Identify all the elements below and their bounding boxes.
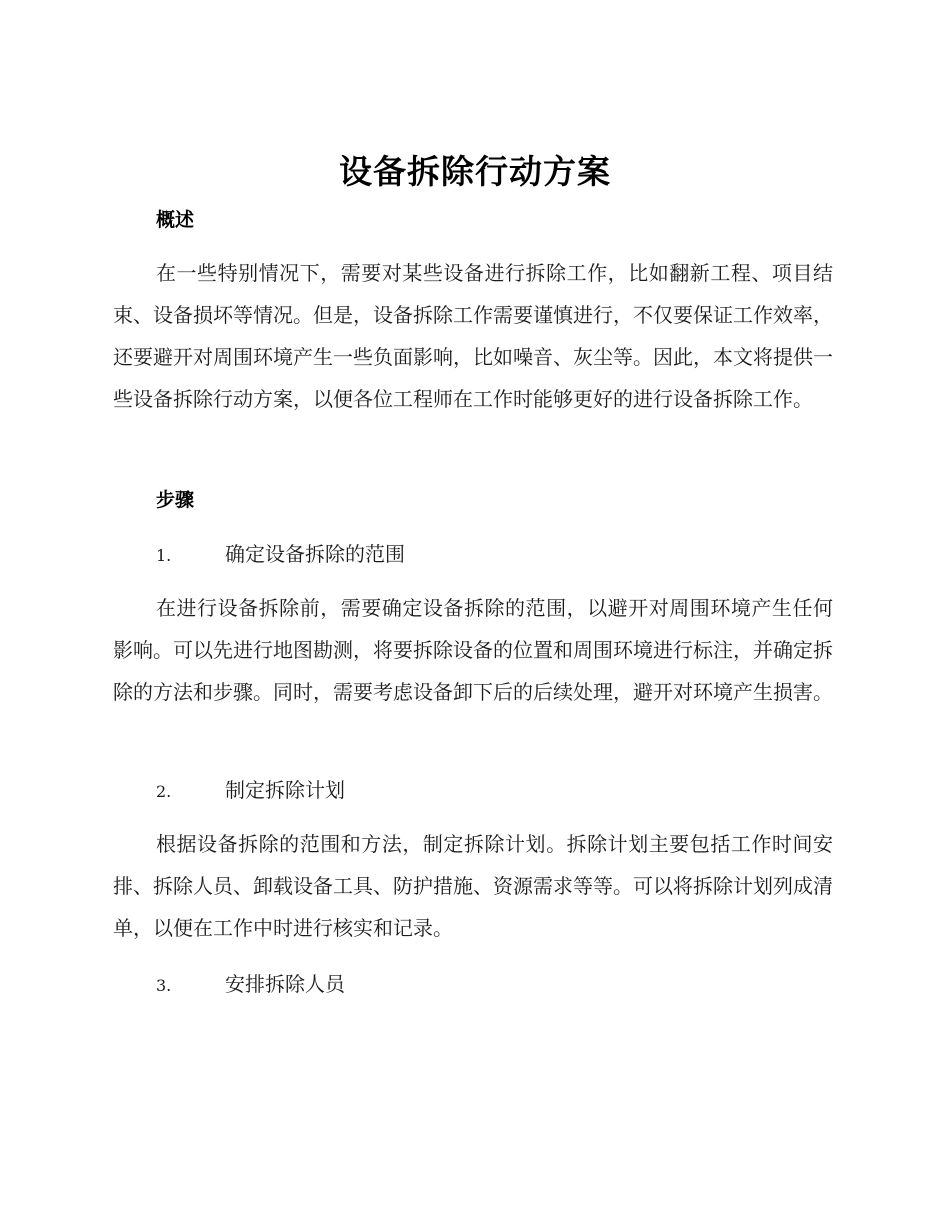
step-title: 安排拆除人员 — [225, 972, 345, 996]
step-item-3 — [156, 970, 345, 1000]
overview-paragraph: 在一些特别情况下，需要对某些设备进行拆除工作，比如翻新工程、项目结束、设备损坏等情况。但是，设备拆除工作需要谨慎进行，不仅要保证工作效率，还要避开对周围环境产生一些负面影响，比如噪音、灰尘等。因此，本文将提供一些设备拆除行动方案，以便各位工程师在工作时能够更好的进行设备拆除工作。 — [113, 261, 833, 411]
step-1-paragraph: 在进行设备拆除前，需要确定设备拆除的范围，以避开对周围环境产生任何影响。可以先进行地图勘测，将要拆除设备的位置和周围环境进行标注，并确定拆除的方法和步骤。同时，需要考虑设备卸下后的后续处理，避开对环境产生损害。 — [113, 596, 833, 704]
step-title: 制定拆除计划 — [225, 778, 345, 802]
step-number: 1. — [156, 546, 172, 565]
step-item-2 — [156, 776, 345, 806]
step-2-paragraph: 根据设备拆除的范围和方法，制定拆除计划。拆除计划主要包括工作时间安排、拆除人员、卸载设备工具、防护措施、资源需求等等。可以将拆除计划列成清单，以便在工作中时进行核实和记录。 — [113, 832, 833, 940]
section-heading-steps: 步骤 — [156, 489, 195, 511]
document-title: 设备拆除行动方案 — [339, 152, 611, 191]
step-title: 确定设备拆除的范围 — [225, 542, 405, 566]
step-item-1 — [156, 540, 405, 570]
step-number: 2. — [156, 782, 172, 801]
section-heading-overview: 概述 — [156, 209, 195, 231]
step-number: 3. — [156, 976, 172, 995]
